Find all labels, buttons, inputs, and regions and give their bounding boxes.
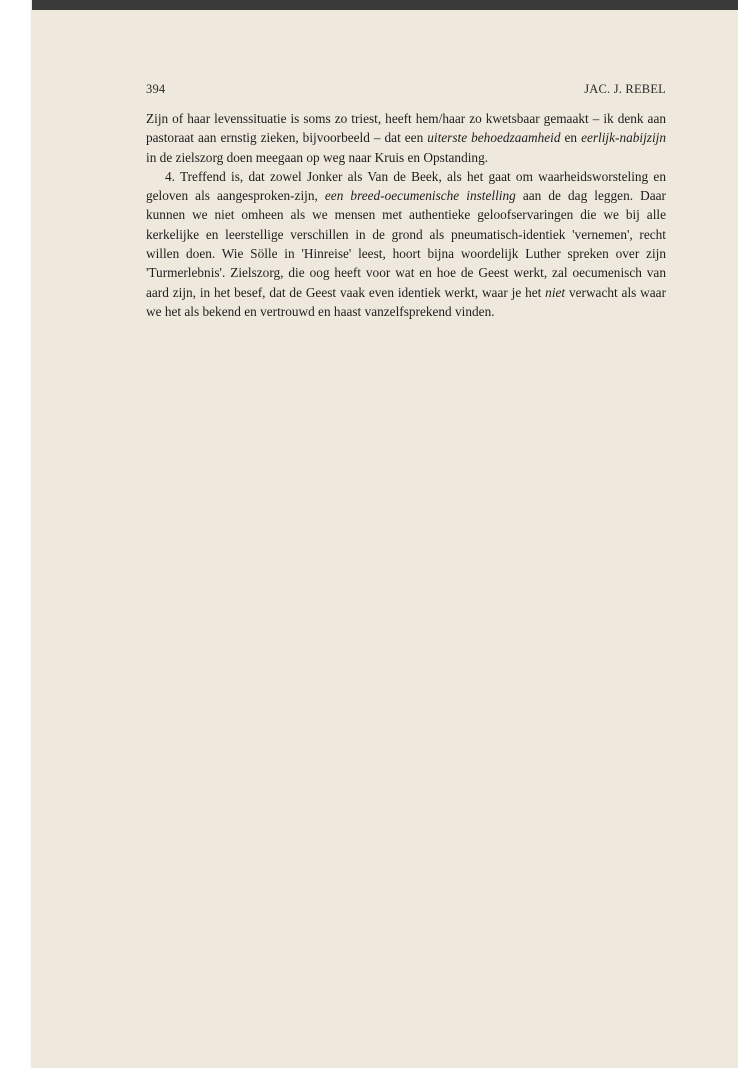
paragraph-2-emphasis-a: een breed-oecumenische instelling: [324, 188, 516, 204]
paragraph-1-emphasis-a: uiterste behoedzaamheid: [427, 130, 561, 146]
paragraph-2-emphasis-b: niet: [545, 284, 566, 300]
paragraph-2-text-a: 4. Treffend is, dat zowel Jonker als Van de Beek, als het gaat om waarheidsworsteling en geloven als aangesproken-zijn,: [146, 168, 666, 204]
scan-top-band: [32, 0, 738, 10]
paragraph-1: [146, 109, 666, 167]
paragraph-2-text-b: aan de dag leggen. Daar kunnen we niet omheen als we mensen met authentieke geloofservaringen die we bij alle kerkelijke en leerstellige verschillen in de grond als pneumatisch-identiek 'vernemen', recht willen doen. Wie Sölle in 'Hinreise' leest, hoort bijna woordelijk Luther spreken over zijn 'Turmerlebnis'. Zielszorg, die oog heeft voor wat en hoe de Geest werkt, zal oecumenisch van aard zijn, in het besef, dat de Geest vaak even identiek werkt, waar je het: [146, 188, 666, 300]
page-content: [146, 82, 666, 321]
body-text: [146, 109, 666, 321]
paragraph-1-text-b: en: [560, 130, 582, 146]
running-head: [146, 82, 666, 97]
paragraph-1-text-c: in de zielszorg doen meegaan op weg naar Kruis en Opstanding.: [146, 149, 489, 165]
paragraph-1-emphasis-b: eerlijk-nabijzijn: [581, 130, 666, 146]
running-title: JAC. J. REBEL: [584, 82, 666, 96]
paragraph-2-text-c: verwacht als waar we het als bekend en vertrouwd en haast vanzelfsprekend vinden.: [146, 284, 666, 319]
paragraph-1-text-a: Zijn of haar levenssituatie is soms zo triest, heeft hem/haar zo kwetsbaar gemaakt – ik denk aan pastoraat aan ernstig zieken, bijvoorbeeld – dat een: [146, 111, 666, 146]
page-number: 394: [146, 82, 166, 96]
paragraph-2: [146, 167, 666, 321]
scan-margin: [0, 0, 32, 1068]
book-page: [32, 10, 738, 1068]
